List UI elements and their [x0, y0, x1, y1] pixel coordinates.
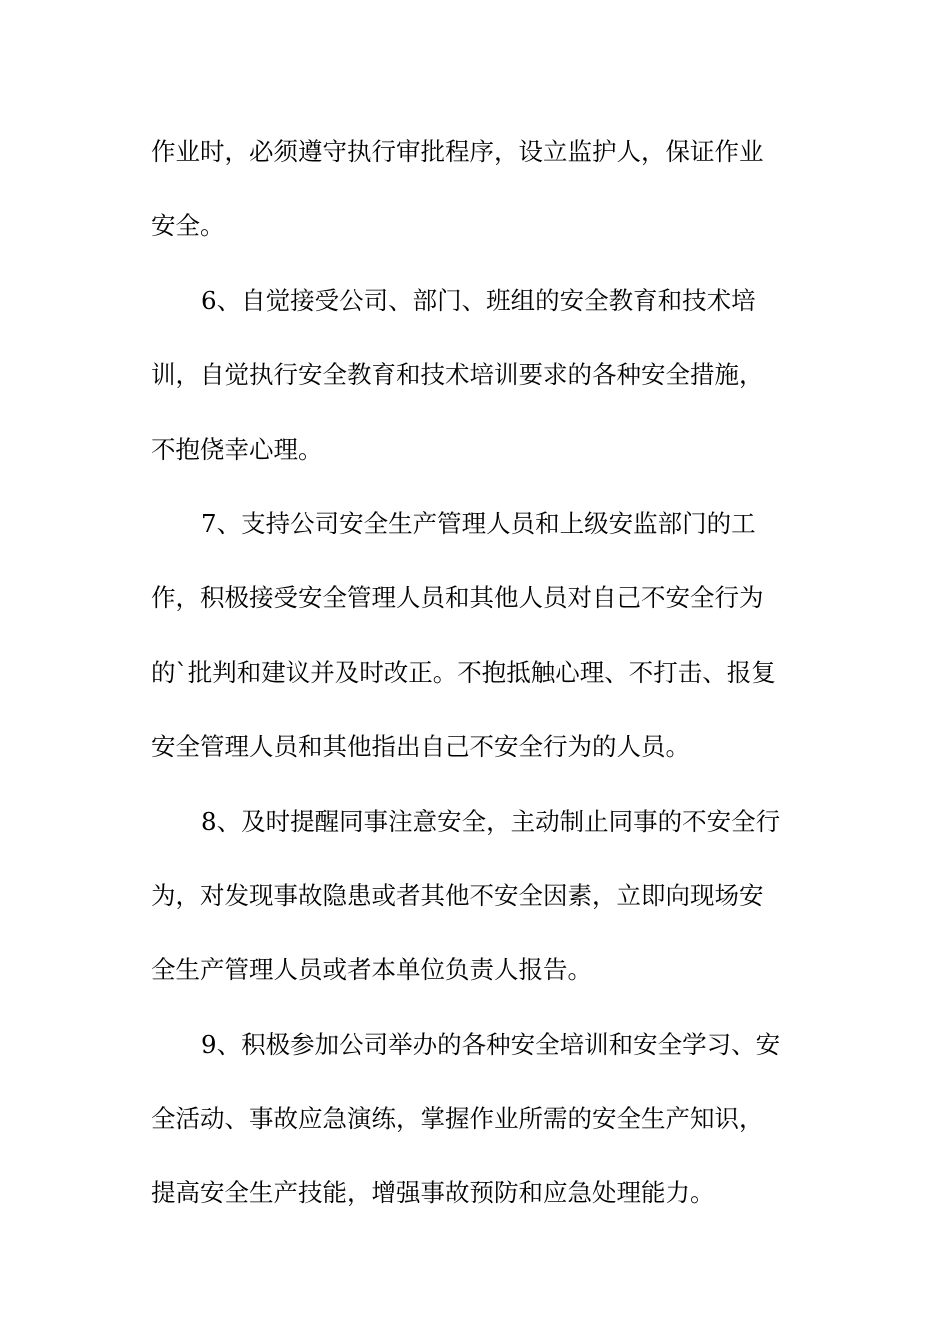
- text-line-1: 作业时，必须遵守执行审批程序，设立监护人，保证作业: [151, 137, 764, 166]
- text-line-12: 全生产管理人员或者本单位负责人报告。: [151, 955, 592, 985]
- text-line-11: 为，对发现事故隐患或者其他不安全因素，立即向现场安: [151, 880, 764, 910]
- text-line-10: 8、及时提醒同事注意安全，主动制止同事的不安全行: [201, 806, 781, 836]
- text-line-6: 7、支持公司安全生产管理人员和上级安监部门的工: [201, 508, 756, 538]
- text-line-3: 6、自觉接受公司、部门、班组的安全教育和技术培: [201, 285, 756, 315]
- text-line-13: 9、积极参加公司举办的各种安全培训和安全学习、安: [201, 1029, 781, 1059]
- text-line-14: 全活动、事故应急演练，掌握作业所需的安全生产知识，: [151, 1104, 764, 1134]
- document-body: [151, 127, 811, 1243]
- text-line-7: 作，积极接受安全管理人员和其他人员对自己不安全行为: [151, 583, 764, 613]
- text-line-4: 训，自觉执行安全教育和技术培训要求的各种安全措施，: [151, 360, 764, 390]
- text-line-5: 不抱侥幸心理。: [151, 434, 323, 464]
- text-line-15: 提高安全生产技能，增强事故预防和应急处理能力。: [151, 1178, 715, 1208]
- text-line-8: 的`批判和建议并及时改正。不抱抵触心理、不打击、报复: [151, 657, 776, 687]
- text-line-2: 安全。: [151, 211, 225, 241]
- text-line-9: 安全管理人员和其他指出自己不安全行为的人员。: [151, 732, 690, 762]
